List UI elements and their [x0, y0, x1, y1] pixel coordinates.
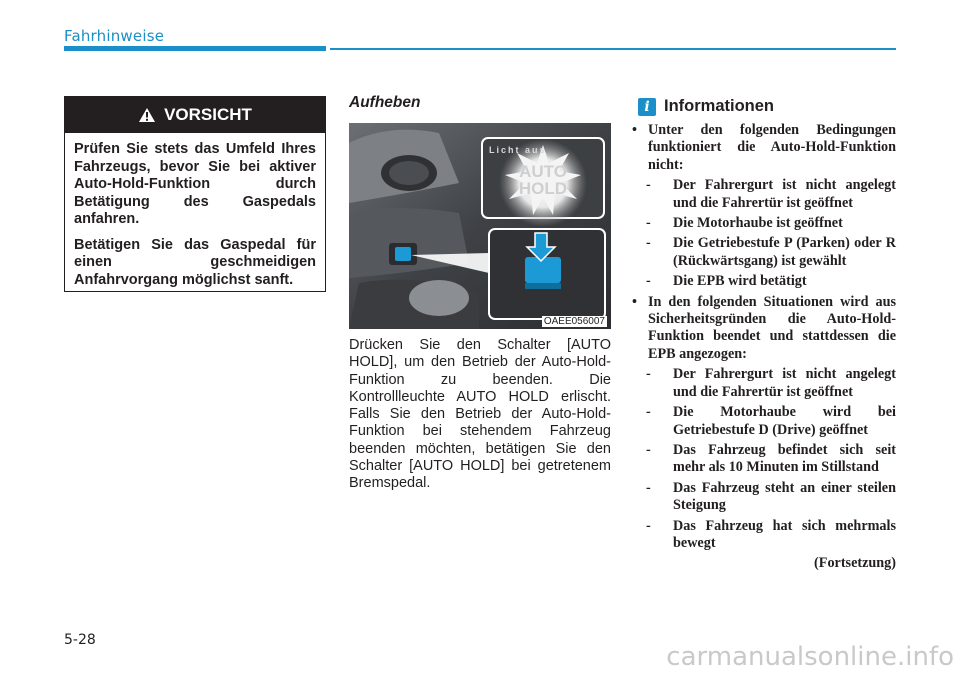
auto-hold-figure: [349, 123, 611, 329]
warning-body: [65, 133, 325, 289]
indicator-line-1: AUTO: [519, 162, 567, 181]
warning-header: [65, 97, 325, 133]
watermark: carmanualsonline.info: [666, 642, 954, 672]
list-subitem: - Das Fahrzeug steht an einer steilen Steigung: [646, 479, 896, 514]
figure-label-light-off: Licht aus: [489, 145, 547, 155]
indicator-line-2: HOLD: [518, 179, 568, 198]
warning-triangle-icon: [138, 107, 156, 123]
list-subitem: - Die Motorhaube ist geöffnet: [646, 215, 843, 232]
list-subitem: - Die Getriebestufe P (Parken) oder R (Rückwärtsgang) ist gewählt: [646, 235, 896, 269]
warning-paragraph: Prüfen Sie stets das Umfeld Ihres Fahrzeugs, bevor Sie bei aktiver Auto-Hold-Funktion durch Betätigung des Gaspedals anfahren.: [74, 141, 316, 227]
list-subitem: - Das Fahrzeug befindet sich seit mehr als 10 Minuten im Stillstand: [646, 441, 896, 476]
warning-paragraph: Betätigen Sie das Gaspedal für einen geschmeidigen Anfahrvorgang möglichst sanft.: [74, 236, 316, 288]
figure-code: OAEE056007: [543, 316, 605, 327]
list-subitem: - Der Fahrergurt ist nicht angelegt und die Fahrertür ist geöffnet: [646, 177, 896, 211]
warning-title: VORSICHT: [164, 105, 252, 124]
info-list: [632, 122, 896, 573]
list-item: • In den folgenden Situationen wird aus Sicherheitsgründen die Auto-Hold-Funktion beendet und stattdessen die EPB angezogen:: [632, 294, 896, 364]
console-illustration: [349, 123, 611, 329]
page-number: 5-28: [64, 632, 96, 648]
list-subitem: - Die Motorhaube wird bei Getriebestufe D (Drive) geöffnet: [646, 404, 896, 438]
body-paragraph: Drücken Sie den Schalter [AUTO HOLD], um den Betrieb der Auto-Hold-Funktion zu beenden. Die Kontrollleuchte AUTO HOLD erlischt. Falls Sie den Betrieb der Auto-Hold-Funktion bei stehendem Fahrzeug beenden möchten, betätigen Sie den Schalter [AUTO HOLD] bei getretenem Bremspedal.: [349, 337, 611, 492]
info-header: [638, 97, 774, 116]
header-rule-thick: [64, 46, 326, 51]
subsection-title: Aufheben: [349, 94, 421, 111]
auto-hold-indicator-text: [515, 163, 571, 197]
list-subitem: - Die EPB wird betätigt: [646, 273, 807, 290]
header-rule-thin: [330, 48, 896, 50]
section-title: Fahrhinweise: [64, 27, 165, 45]
list-subitem: - Der Fahrergurt ist nicht angelegt und die Fahrertür ist geöffnet: [646, 366, 896, 400]
continued-note: (Fortsetzung): [814, 555, 896, 572]
list-item: • Unter den folgenden Bedingungen funktioniert die Auto-Hold-Funktion nicht:: [632, 122, 896, 174]
info-icon: i: [638, 98, 656, 116]
warning-box: [64, 96, 326, 292]
list-subitem: - Das Fahrzeug hat sich mehrmals bewegt: [646, 517, 896, 551]
info-title: Informationen: [664, 97, 774, 115]
